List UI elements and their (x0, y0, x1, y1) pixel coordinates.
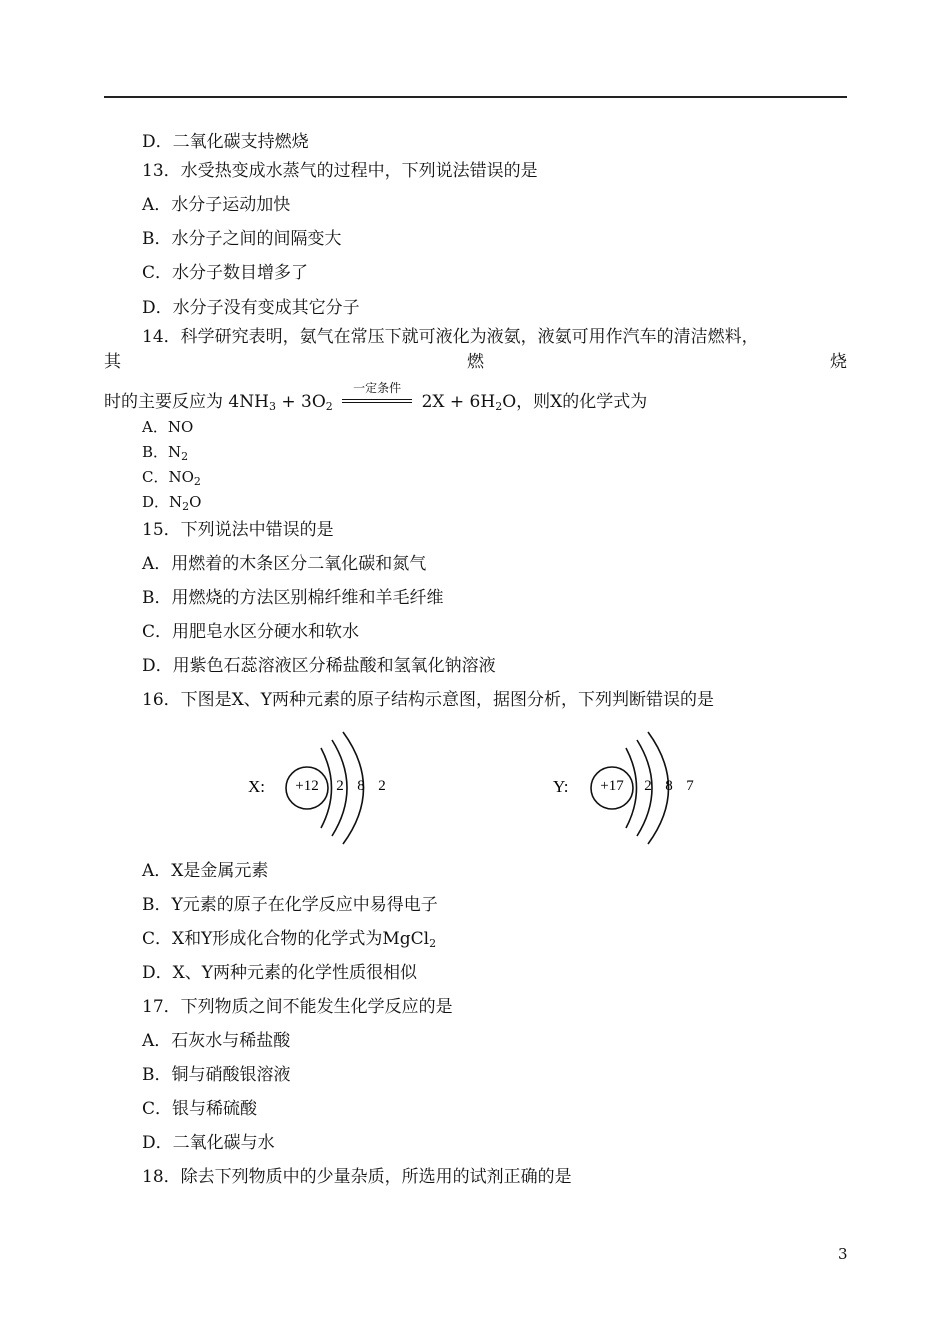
q13-option-b: B．水分子之间的间隔变大 (142, 229, 342, 249)
page-number: 3 (838, 1245, 848, 1263)
atom-x-nucleus-charge: +12 (295, 778, 319, 794)
atom-x-shell-3-electrons: 2 (378, 778, 386, 794)
q15-option-c: C．用肥皂水区分硬水和软水 (142, 622, 360, 642)
q16-option-b: B．Y元素的原子在化学反应中易得电子 (142, 895, 438, 915)
q17-stem: 17．下列物质之间不能发生化学反应的是 (142, 997, 453, 1017)
q14-eq-reactant-1: $4NH_3$ (228, 392, 276, 413)
q14-option-c: C．$NO_2$ (142, 468, 201, 488)
q14-wrap-char-3: 烧 (830, 352, 847, 372)
q17-option-d: D．二氧化碳与水 (142, 1133, 275, 1153)
atom-x-shell-1 (321, 748, 332, 828)
q12-option-d: D．二氧化碳支持燃烧 (142, 132, 309, 152)
atom-y-shell-1-electrons: 2 (644, 778, 652, 794)
q16-option-d: D．X、Y两种元素的化学性质很相似 (142, 963, 417, 983)
atom-y-shell-1 (626, 748, 637, 828)
q14-eq-prefix: 时的主要反应为 (104, 392, 223, 412)
q14-eq-products: $2X + 6H_2O$，则X的化学式为 (421, 392, 648, 413)
q14-stem: 14．科学研究表明，氨气在常压下就可液化为液氨，液氨可用作汽车的清洁燃料， (142, 327, 759, 347)
q14-eq-plus: + (281, 392, 296, 412)
q14-option-b: B．$N_2$ (142, 443, 189, 463)
q16-option-a: A．X是金属元素 (142, 861, 269, 881)
q17-option-a: A．石灰水与稀盐酸 (142, 1031, 291, 1051)
q14-eq-reactant-2: $3O_2$ (301, 392, 333, 413)
q14-eq-condition: 一定条件 (353, 381, 402, 395)
q15-option-a: A．用燃着的木条区分二氧化碳和氮气 (142, 554, 427, 574)
q15-stem: 15．下列说法中错误的是 (142, 520, 334, 540)
q17-option-b: B．铜与硝酸银溶液 (142, 1065, 291, 1085)
q14-option-d: D．$N_2O$ (142, 493, 202, 513)
q14-equation (104, 381, 648, 418)
q13-option-d: D．水分子没有变成其它分子 (142, 298, 360, 318)
q14-wrap-char-1: 其 (104, 352, 121, 372)
header-rule (104, 96, 847, 98)
atom-y-label: Y: (553, 777, 569, 796)
q17-option-c: C．银与稀硫酸 (142, 1099, 258, 1119)
q14-wrap-char-2: 燃 (467, 352, 484, 372)
q16-stem: 16．下图是X、Y两种元素的原子结构示意图，据图分析，下列判断错误的是 (142, 690, 714, 710)
q14-option-a: A．NO (142, 418, 194, 436)
q14-eq-reaction-arrow (342, 381, 412, 413)
atom-y-shell-3-electrons: 7 (686, 778, 694, 794)
atom-y-shell-2-electrons: 8 (665, 778, 673, 794)
q15-option-d: D．用紫色石蕊溶液区分稀盐酸和氢氧化钠溶液 (142, 656, 496, 676)
atom-x-diagram (248, 732, 386, 844)
atom-x-label: X: (248, 777, 265, 796)
atom-x-shell-2-electrons: 8 (357, 778, 365, 794)
q13-option-a: A．水分子运动加快 (142, 195, 291, 215)
q16-option-c: C．X和Y形成化合物的化学式为MgCl$_2$ (142, 929, 437, 950)
q15-option-b: B．用燃烧的方法区别棉纤维和羊毛纤维 (142, 588, 444, 608)
q13-option-c: C．水分子数目增多了 (142, 263, 309, 283)
q14-stem-wrap (104, 351, 847, 373)
atom-y-diagram (553, 732, 694, 844)
q18-stem: 18．除去下列物质中的少量杂质，所选用的试剂正确的是 (142, 1167, 572, 1187)
q13-stem: 13．水受热变成水蒸气的过程中，下列说法错误的是 (142, 161, 538, 181)
atomic-structure-diagrams (0, 720, 950, 850)
atom-y-nucleus-charge: +17 (600, 778, 624, 794)
atom-x-shell-1-electrons: 2 (336, 778, 344, 794)
